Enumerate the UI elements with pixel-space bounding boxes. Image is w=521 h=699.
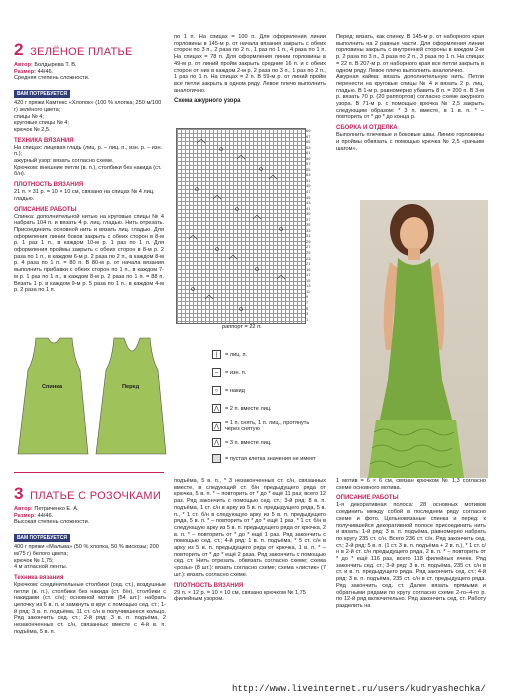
technique-heading: ТЕХНИКА ВЯЗАНИЯ <box>14 137 74 144</box>
section-3-column <box>14 478 166 636</box>
chart-row-number: 67 <box>306 133 311 139</box>
chart-row-number: 17 <box>306 272 311 278</box>
chart-row-number: 25 <box>306 250 311 256</box>
chart-row-number: 49 <box>306 183 311 189</box>
technique-2: ажурный узор: вязать согласно схеме. <box>14 158 114 165</box>
work-text-3: 1-я декоративная полоса: 28 основных мотивов соединить между собой в последнем ряду согласно схеме и фото. Цельновязаные спинка и перед: к получившейся декоративной полосе присоединить нить и вязать: 1-й ряд: 3 в. п. подъёма, равномерно набрать по кругу 235 ст. с/н. Всего 236 ст. с/н. Ряд закончить сед. ст.; 2-й ряд: 5 в. п. (1 ст. 3 в. п. подъёма + 2 в. п.), * 1 ст. с/н в 2-й ст. с/н предыдущего ряда, 2 в. п. * – повторить от * до * ещё 116 раз, всего 118 филейных ячеек. Ряд закончить сед. ст.; 3-й ряд: 3 в. п. подъёма, 235 ст. с/н в ст. и в. п. предыдущего ряда. Ряд закончить сед. ст.; 4-й ряд: 3 в. п. подъёма, 235 ст. с/н в ст. предыдущего ряда. Ряд закончить сед. ст. Далее вязать прямыми и обратными рядами по кругу согласно схеме 2-го–4-го р. по 12-й ряд включительно. Ряд закончить сед. ст. Работу разделить на <box>336 502 486 609</box>
dress-patterns <box>14 330 174 458</box>
chart-row-number: 7 <box>306 299 309 305</box>
chart-row-number: 35 <box>306 222 311 228</box>
legend-purl: – = изн. п. <box>212 368 246 377</box>
column-2-top <box>174 34 326 105</box>
lace-chart-symbols <box>177 129 305 323</box>
chart-row-number: 39 <box>306 211 311 217</box>
legend-k3tog: ⋀ = 3 п. вместе лиц. <box>212 438 272 447</box>
front-text: Перед: вязать, как спинку. В 145-м р. от наборного края выполнить на 2 равные части. Для оформления линии горловины закрыть с внутренней стороны в каждом 2-м р. 2 раза по 3 п., 3 раза по 2 п., 3 раза по 1 п. На спицах = 22 п. В 207-м р. от наборного края все петли закрыть в одном ряду. Левое плечо выполнить аналогично. <box>336 34 484 74</box>
chart-row-number: 11 <box>306 288 311 294</box>
motif-text: 1 мотив = 6 × 6 см, связан крючком № 1,3 согласно схеме основного мотива. <box>336 478 486 491</box>
pattern-label-back: Спинка <box>42 384 63 390</box>
chart-row-number: 33 <box>306 227 311 233</box>
chart-row-number: 41 <box>306 205 311 211</box>
chart-row-number: 69 <box>306 128 311 133</box>
chart-row-number: 23 <box>306 255 311 261</box>
technique-3: Крючком: внешние петли (в. п.), столбики без накида (ст. б/н). <box>14 164 162 178</box>
section-divider <box>14 472 164 473</box>
column-2-text: по 1 п. На спицах = 100 п. Для оформления линии горловины в 145-м р. от начала вязания закрыть с обеих сторон по 3 п., 2 раза по 2 п., 1 раз по 1 п., 4 раза по 1 п. На спицах = 78 п. Для оформления линии горловины в 49-м р. от линий пройм закрыть средние 16 п. и с обеих сторон от них в каждом 2-м р. 2 раза по 3 п., 1 раз по 2 п., 1 раз по 1 п. На спицах = 2 п. В 59-м р. от линий пройм все петли закрыть в одном ряду. Левое плечо выполнить аналогично. <box>174 34 326 94</box>
density-heading-3: ПЛОТНОСТЬ ВЯЗАНИЯ <box>174 582 244 589</box>
chart-row-number: 31 <box>306 233 311 239</box>
dress-pattern-svg <box>14 330 174 458</box>
size-line: Размер: 44/46. <box>14 68 54 75</box>
circular-needles-line: круговые спицы № 4; <box>14 120 69 127</box>
work-heading-3: ОПИСАНИЕ РАБОТЫ <box>336 495 399 502</box>
legend-knit: | = лиц. п. <box>212 350 247 359</box>
chart-row-number: 3 <box>306 311 309 317</box>
chart-row-number: 51 <box>306 177 311 183</box>
chart-row-number: 53 <box>306 172 311 178</box>
scheme-title: Схема ажурного узора <box>174 98 241 105</box>
technique-text-3: Крючком: соединительные столбики (сед. ст.), воздушные петли (в. п.), столбики без накида (ст. б/н), столбики с накидами (ст. с/н); основной мотив (54 шт.): набрать цепочку из 6 в. п. и замкнуть в круг с помощью сед. ст.; 1-й ряд: 3 в. п. подъёма, 11 ст. с/н в получившееся кольцо. Ряд закончить сед. ст.; 2-й ряд: 3 в. п. подъёма, 2 незаконченных ст. с/н, связанных вместе с 4-й в. п. подъёма, 5 в. п. <box>14 581 166 635</box>
chart-row-number: 1 <box>306 316 309 322</box>
materials-label-3: ВАМ ПОТРЕБУЕТСЯ <box>14 534 70 542</box>
legend-yarnover: ○ = накид <box>212 386 245 395</box>
density-text-3: 29 п. × 12 р. = 10 × 10 см, связано крючком № 1,75 филейным узором. <box>174 589 306 603</box>
chart-row-number: 13 <box>306 283 311 289</box>
chart-row-number: 43 <box>306 200 311 206</box>
assembly-text: Выполнить плечевые и боковые швы. Линию горловины и проймы обвязать с помощью крючка № 2,5 «рачьим шагом». <box>336 132 484 152</box>
ssk-symbol-icon: ⋀ <box>212 422 221 431</box>
column-b3 <box>336 478 486 610</box>
section-2-header-column <box>14 34 164 294</box>
chart-row-number: 19 <box>306 266 311 272</box>
column-b2-text: подъёма, 5 в. п., * 3 незаконченных ст. с/н, связанных вместе, в следующий ст. б/н предыдущего ряда от крючка, 5 в. п. * – повторить от * до * ещё 11 раз; всего 12 раз. Ряд закончить с помощью сед. ст.; 3-й ряд: 8 в. п. подъёма, 1 ст. с/н в арку из 5 в. п. предыдущего ряда, 5 в. п., * 1 ст. б/н в следующую арку из 5 в. п. предыдущего ряда, 5 в. п. * – повторить от * до * ещё 1 раз. * 1 ст. б/н в следующую арку из 5 в. п. предыдущего ряда от крючка, 2 в. п. * – повторить от * до * ещё 1 раз. Ряд закончить с помощью сед. ст.; 4-й ряд: 1 в. п. подъёма, * 5 ст. с/н в арку из 5 в. п. предыдущего ряда от крючка, 1 в. п. * – повторить от * до * ещё 2 раза. Ряд закончить с помощью сед. ст. Нить отрезать. обвязать согласно схеме; схема «розы» (8 шт.): вязать согласно схеме; схема «листик» (7 шт.): вязать согласно схеме. <box>174 478 326 578</box>
watermark-url: http://www.liveinternet.ru/users/kudryashechka/ <box>232 684 486 694</box>
legend-k2tog: ⋀ = 2 п. вместе лиц. <box>212 404 272 413</box>
legend-empty: = пустая клетка значения не имеет <box>212 454 332 463</box>
chart-row-number: 5 <box>306 305 309 311</box>
rapport-label: раппорт = 22 п. <box>222 324 262 330</box>
model-photo-svg <box>360 200 488 478</box>
legend-ssk: ⋀ = 1 п. снять, 1 п. лиц., протянуть через снятую <box>212 420 322 432</box>
chart-row-number: 9 <box>306 294 309 300</box>
chart-row-number: 21 <box>306 261 311 267</box>
chart-row-number: 45 <box>306 194 311 200</box>
difficulty-line: Средняя степень сложности. <box>14 75 90 82</box>
section-2-title: 2 ЗЕЛЁНОЕ ПЛАТЬЕ <box>14 40 133 59</box>
density-heading: ПЛОТНОСТЬ ВЯЗАНИЯ <box>14 182 84 189</box>
technique-heading-3: Техника вязания <box>14 574 64 581</box>
chart-row-numbers <box>306 128 320 322</box>
needles-line: спицы № 4; <box>14 113 44 120</box>
lace-chart-grid <box>176 128 306 324</box>
yarnover-symbol-icon: ○ <box>212 386 221 395</box>
section-3-title: 3 ПЛАТЬЕ С РОЗОЧКАМИ <box>14 484 162 503</box>
purl-symbol-icon: – <box>212 368 221 377</box>
materials-label: ВАМ ПОТРЕБУЕТСЯ <box>14 90 70 98</box>
model-photo <box>360 200 488 478</box>
size-line-3: Размер: 44/46. <box>14 512 54 519</box>
pattern-label-front: Перед <box>122 384 140 390</box>
yarn-line: 420 г пряжи Камтекс «Хлопок» (100 % хлопка; 250 м/100 г) зелёного цвета; <box>14 100 162 113</box>
chart-row-number: 27 <box>306 244 311 250</box>
chart-row-number: 57 <box>306 161 311 167</box>
chart-row-number: 37 <box>306 216 311 222</box>
author-line-3: Автор: Петриченко Е. А. <box>14 506 79 512</box>
empty-cell-symbol-icon <box>212 454 221 463</box>
chart-row-number: 15 <box>306 277 311 283</box>
chart-row-number: 47 <box>306 189 311 195</box>
chart-row-number: 63 <box>306 144 311 150</box>
chart-row-number: 65 <box>306 139 311 145</box>
column-3-top <box>336 34 484 152</box>
chart-row-number: 55 <box>306 166 311 172</box>
lace-border-text: Ажурная кайма: вязать дополнительную нить. Петли перенести на круговые спицы № 4 и вязать 2 р. лиц. гладью. В 1-м р. равномерно убавить 8 п. = 200 п. В 3-м р. вязать 70 р. (20 раппортов) согласно схеме ажурного узора. В 71-м р. с помощью крючка № 2,5 закрыть следующим образом: * 3 п. вместе, в 1 в. п. * – повторить от * до * до конца р. <box>336 74 484 121</box>
chart-row-number: 61 <box>306 150 311 156</box>
column-b2 <box>174 478 326 603</box>
technique-1: На спицах: лицевая гладь (лиц. р. – лиц. п., изн. р. – изн. п.); <box>14 144 163 158</box>
work-heading: ОПИСАНИЕ РАБОТЫ <box>14 206 77 213</box>
chart-row-number: 29 <box>306 238 311 244</box>
k2tog-symbol-icon: ⋀ <box>212 404 221 413</box>
k3tog-symbol-icon: ⋀ <box>212 438 221 447</box>
chart-row-number: 59 <box>306 155 311 161</box>
chart-legend <box>212 350 332 470</box>
author-line: Автор: Болдырева Т. В. <box>14 62 77 68</box>
assembly-heading: СБОРКА И ОТДЕЛКА <box>336 125 398 132</box>
difficulty-line-3: Высокая степень сложности. <box>14 519 90 526</box>
yarn-line-3: 400 г пряжи «Мальва» (50 % хлопка, 50 % вискозы; 200 м/75 г) белого цвета; <box>14 544 159 557</box>
hook-line-3: крючок № 1,75; <box>14 557 54 564</box>
knit-symbol-icon: | <box>212 350 221 359</box>
ribbon-line-3: 4 м атласной ленты. <box>14 564 68 571</box>
hook-line: крючок № 2,5. <box>14 126 51 133</box>
work-text: Спинка: дополнительной нитью на круговые спицы № 4 набрать 104 п. и вязать 4 р. лиц. гладью. Нить отрезать. Присоединить основной нить и вязать лиц. гладью. Для оформления линии боков закрыть с обеих сторон в 8-м р. 1 раз 1 п., в каждом 10-м р. 1 раз по 1 п. Для оформления проймы закрыть с обеих сторон в 8-м р. 2 раза по 1 п., в каждом 6-м р. 2 раза по 2 п., в каждом 8-м р. 4 раза по 1 п. = 80 п. В 80-м р. от начала вязания выполнить прибавки с обеих сторон по 1 п., в каждом 7-м р. 1 раз по 1 п., в каждом 8-м р. 2 раза по 1 п. = 88 п. Вязать 1 р. в каждом 9-м р. 5 раза по 1 п., в каждом 4-м р. 2 раза по 1 п. <box>14 213 164 294</box>
density-text: 21 п. × 31 р. = 10 × 10 см, связано на спицах № 4 лиц. гладью. <box>14 189 155 202</box>
